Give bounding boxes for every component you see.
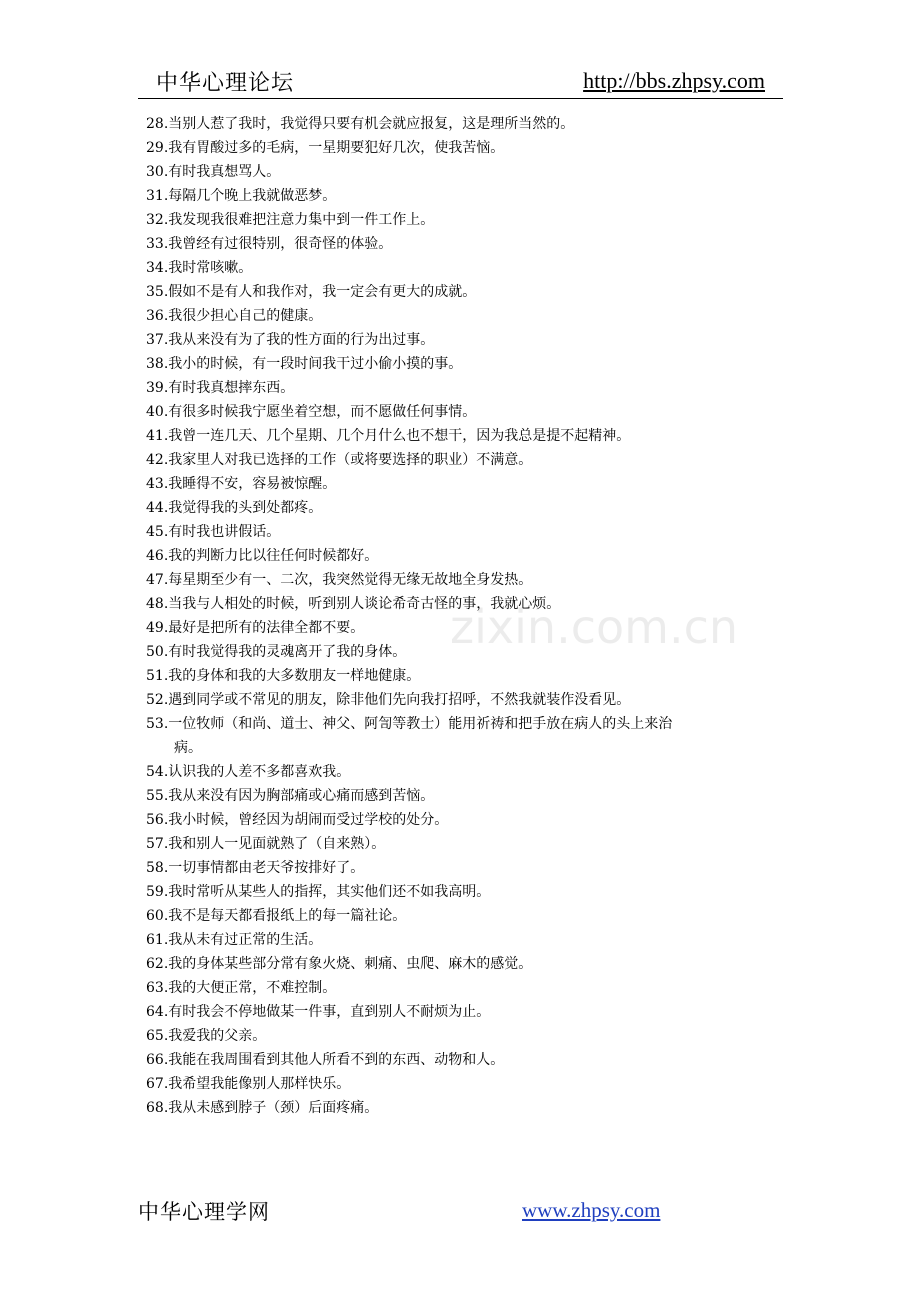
question-item: 68.我从未感到脖子（颈）后面疼痛。 <box>146 1100 379 1116</box>
question-item: 50.有时我觉得我的灵魂离开了我的身体。 <box>146 644 407 660</box>
question-item: 56.我小时候，曾经因为胡闹而受过学校的处分。 <box>146 812 449 828</box>
question-item: 58.一切事情都由老天爷按排好了。 <box>146 860 365 876</box>
page-header <box>138 64 783 99</box>
question-item: 44.我觉得我的头到处都疼。 <box>146 500 323 516</box>
question-item: 31.每隔几个晚上我就做恶梦。 <box>146 188 337 204</box>
header-url-link[interactable]: http://bbs.zhpsy.com <box>583 68 765 93</box>
question-item: 42.我家里人对我已选择的工作（或将要选择的职业）不满意。 <box>146 452 533 468</box>
question-item: 53.一位牧师（和尚、道士、神父、阿訇等教士）能用祈祷和把手放在病人的头上来治病。 <box>146 716 673 756</box>
question-item: 32.我发现我很难把注意力集中到一件工作上。 <box>146 212 435 228</box>
question-item: 47.每星期至少有一、二次，我突然觉得无缘无故地全身发热。 <box>146 572 533 588</box>
question-item: 51.我的身体和我的大多数朋友一样地健康。 <box>146 668 421 684</box>
question-item: 49.最好是把所有的法律全都不要。 <box>146 620 365 636</box>
question-item: 33.我曾经有过很特别，很奇怪的体验。 <box>146 236 393 252</box>
question-item: 41.我曾一连几天、几个星期、几个月什么也不想干，因为我总是提不起精神。 <box>146 428 631 444</box>
question-item: 55.我从来没有因为胸部痛或心痛而感到苦恼。 <box>146 788 435 804</box>
question-item: 52.遇到同学或不常见的朋友，除非他们先向我打招呼，不然我就装作没看见。 <box>146 692 631 708</box>
question-item: 36.我很少担心自己的健康。 <box>146 308 323 324</box>
question-item: 60.我不是每天都看报纸上的每一篇社论。 <box>146 908 407 924</box>
question-item: 48.当我与人相处的时候，听到别人谈论希奇古怪的事，我就心烦。 <box>146 596 561 612</box>
question-list <box>146 112 686 1120</box>
question-item: 40.有很多时候我宁愿坐着空想，而不愿做任何事情。 <box>146 404 477 420</box>
question-item: 28.当别人惹了我时，我觉得只要有机会就应报复，这是理所当然的。 <box>146 116 575 132</box>
footer-url-link[interactable]: www.zhpsy.com <box>522 1198 661 1222</box>
question-item: 43.我睡得不安，容易被惊醒。 <box>146 476 337 492</box>
question-item: 54.认识我的人差不多都喜欢我。 <box>146 764 351 780</box>
question-item: 29.我有胃酸过多的毛病，一星期要犯好几次，使我苦恼。 <box>146 140 505 156</box>
question-item: 67.我希望我能像别人那样快乐。 <box>146 1076 351 1092</box>
question-item: 65.我爱我的父亲。 <box>146 1028 267 1044</box>
question-item: 59.我时常听从某些人的指挥，其实他们还不如我高明。 <box>146 884 491 900</box>
question-item: 34.我时常咳嗽。 <box>146 260 253 276</box>
question-item: 57.我和别人一见面就熟了（自来熟）。 <box>146 836 386 852</box>
question-item: 63.我的大便正常，不难控制。 <box>146 980 337 996</box>
question-item: 39.有时我真想摔东西。 <box>146 380 295 396</box>
question-item: 46.我的判断力比以往任何时候都好。 <box>146 548 379 564</box>
question-item: 64.有时我会不停地做某一件事，直到别人不耐烦为止。 <box>146 1004 491 1020</box>
question-item: 35.假如不是有人和我作对，我一定会有更大的成就。 <box>146 284 477 300</box>
question-item: 45.有时我也讲假话。 <box>146 524 281 540</box>
question-item: 37.我从来没有为了我的性方面的行为出过事。 <box>146 332 435 348</box>
watermark: zixin.com.cn <box>450 600 739 654</box>
header-title: 中华心理论坛 <box>156 71 295 96</box>
question-item: 38.我小的时候，有一段时间我干过小偷小摸的事。 <box>146 356 463 372</box>
question-item: 66.我能在我周围看到其他人所看不到的东西、动物和人。 <box>146 1052 505 1068</box>
footer-site-name: 中华心理学网 <box>138 1200 270 1224</box>
question-item: 61.我从未有过正常的生活。 <box>146 932 323 948</box>
question-item: 30.有时我真想骂人。 <box>146 164 281 180</box>
question-item: 62.我的身体某些部分常有象火烧、刺痛、虫爬、麻木的感觉。 <box>146 956 533 972</box>
